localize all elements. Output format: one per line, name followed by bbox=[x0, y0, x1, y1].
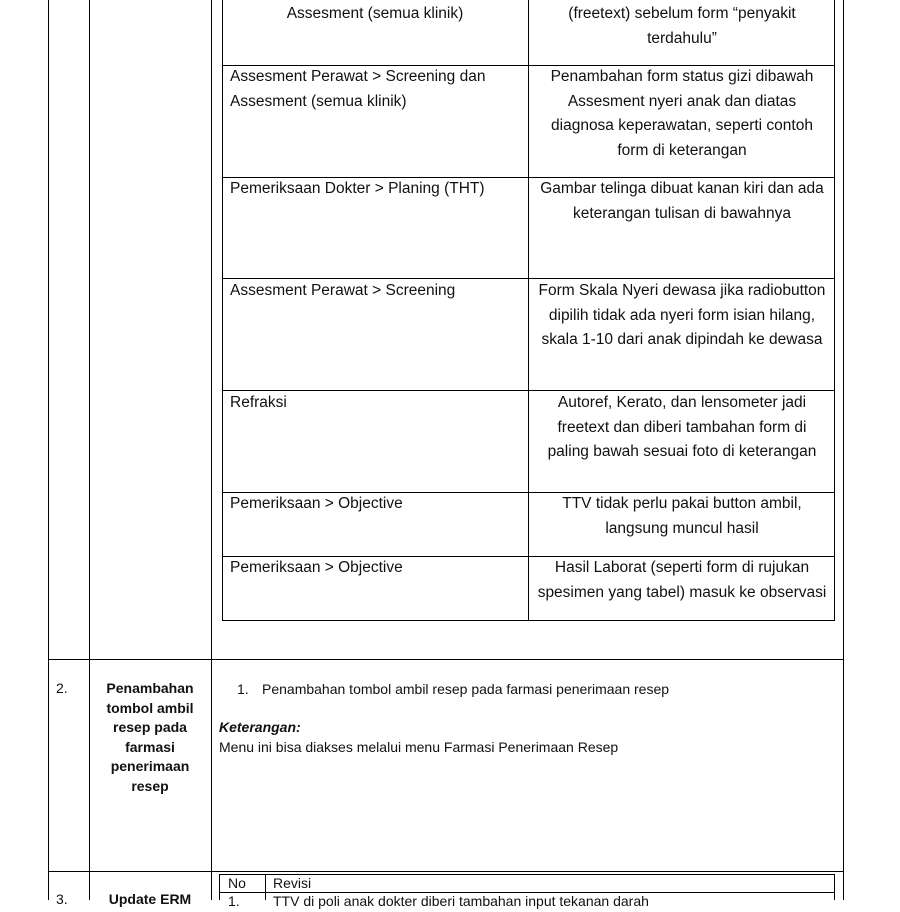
revisi-table-mid bbox=[265, 874, 266, 900]
row-2-list-item: Penambahan tombol ambil resep pada farmasi penerimaan resep bbox=[262, 681, 670, 697]
revisi-row-1-number: 1. bbox=[228, 893, 240, 909]
inner-row-4-left: Refraksi bbox=[230, 394, 287, 411]
outer-col1-border bbox=[89, 0, 90, 900]
inner-row-3-left: Assesment Perawat > Screening bbox=[230, 282, 456, 299]
inner-row-5-right: TTV tidak perlu pakai button ambil, langsung muncul hasil bbox=[562, 495, 802, 537]
row-3-title: Update ERM bbox=[108, 891, 192, 907]
revisi-header-no: No bbox=[228, 875, 246, 891]
revisi-table-right bbox=[834, 874, 835, 900]
outer-col2-border bbox=[211, 0, 212, 900]
inner-row-0-right: (freetext) sebelum form “penyakit terdahulu” bbox=[568, 5, 796, 47]
row-2-title: Penambahan tombol ambil resep pada farmasi penerimaan resep bbox=[106, 680, 194, 794]
row-3-number: 3. bbox=[56, 891, 68, 907]
inner-row-1-left: Assesment Perawat > Screening dan Assesment (semua klinik) bbox=[230, 68, 486, 110]
outer-left-border bbox=[48, 0, 49, 900]
inner-row-6-right: Hasil Laborat (seperti form di rujukan spesimen yang tabel) masuk ke observasi bbox=[537, 559, 827, 601]
inner-row-6-left: Pemeriksaan > Objective bbox=[230, 559, 403, 576]
inner-mid-border bbox=[528, 0, 529, 621]
inner-row-0-left: Assesment (semua klinik) bbox=[286, 5, 464, 22]
row-2-list-number: 1. bbox=[237, 681, 249, 697]
outer-row-separator-1 bbox=[48, 659, 844, 660]
inner-row-2-left: Pemeriksaan Dokter > Planing (THT) bbox=[230, 180, 485, 197]
inner-row-3-right: Form Skala Nyeri dewasa jika radiobutton dipilih tidak ada nyeri form isian hilang, skala 1-10 dari anak dipindah ke dewasa bbox=[538, 282, 826, 348]
inner-row-4-right: Autoref, Kerato, dan lensometer jadi freetext dan diberi tambahan form di paling bawah sesuai foto di keterangan bbox=[547, 394, 817, 460]
row-2-number: 2. bbox=[56, 680, 68, 696]
inner-left-border bbox=[222, 0, 223, 621]
keterangan-label: Keterangan: bbox=[219, 719, 301, 735]
inner-row-line bbox=[222, 620, 835, 621]
keterangan-text: Menu ini bisa diakses melalui menu Farmasi Penerimaan Resep bbox=[219, 739, 619, 755]
inner-right-border bbox=[834, 0, 835, 621]
inner-row-5-left: Pemeriksaan > Objective bbox=[230, 495, 403, 512]
inner-row-2-right: Gambar telinga dibuat kanan kiri dan ada keterangan tulisan di bawahnya bbox=[540, 180, 824, 222]
revisi-table-left bbox=[219, 874, 220, 900]
outer-row-separator-2 bbox=[48, 871, 844, 872]
revisi-header-revisi: Revisi bbox=[273, 875, 312, 891]
outer-right-border bbox=[843, 0, 844, 900]
revisi-row-1-text: TTV di poli anak dokter diberi tambahan input tekanan darah bbox=[273, 893, 649, 909]
inner-row-1-right: Penambahan form status gizi dibawah Assesment nyeri anak dan diatas diagnosa keperawatan, seperti contoh form di keterangan bbox=[550, 68, 814, 159]
